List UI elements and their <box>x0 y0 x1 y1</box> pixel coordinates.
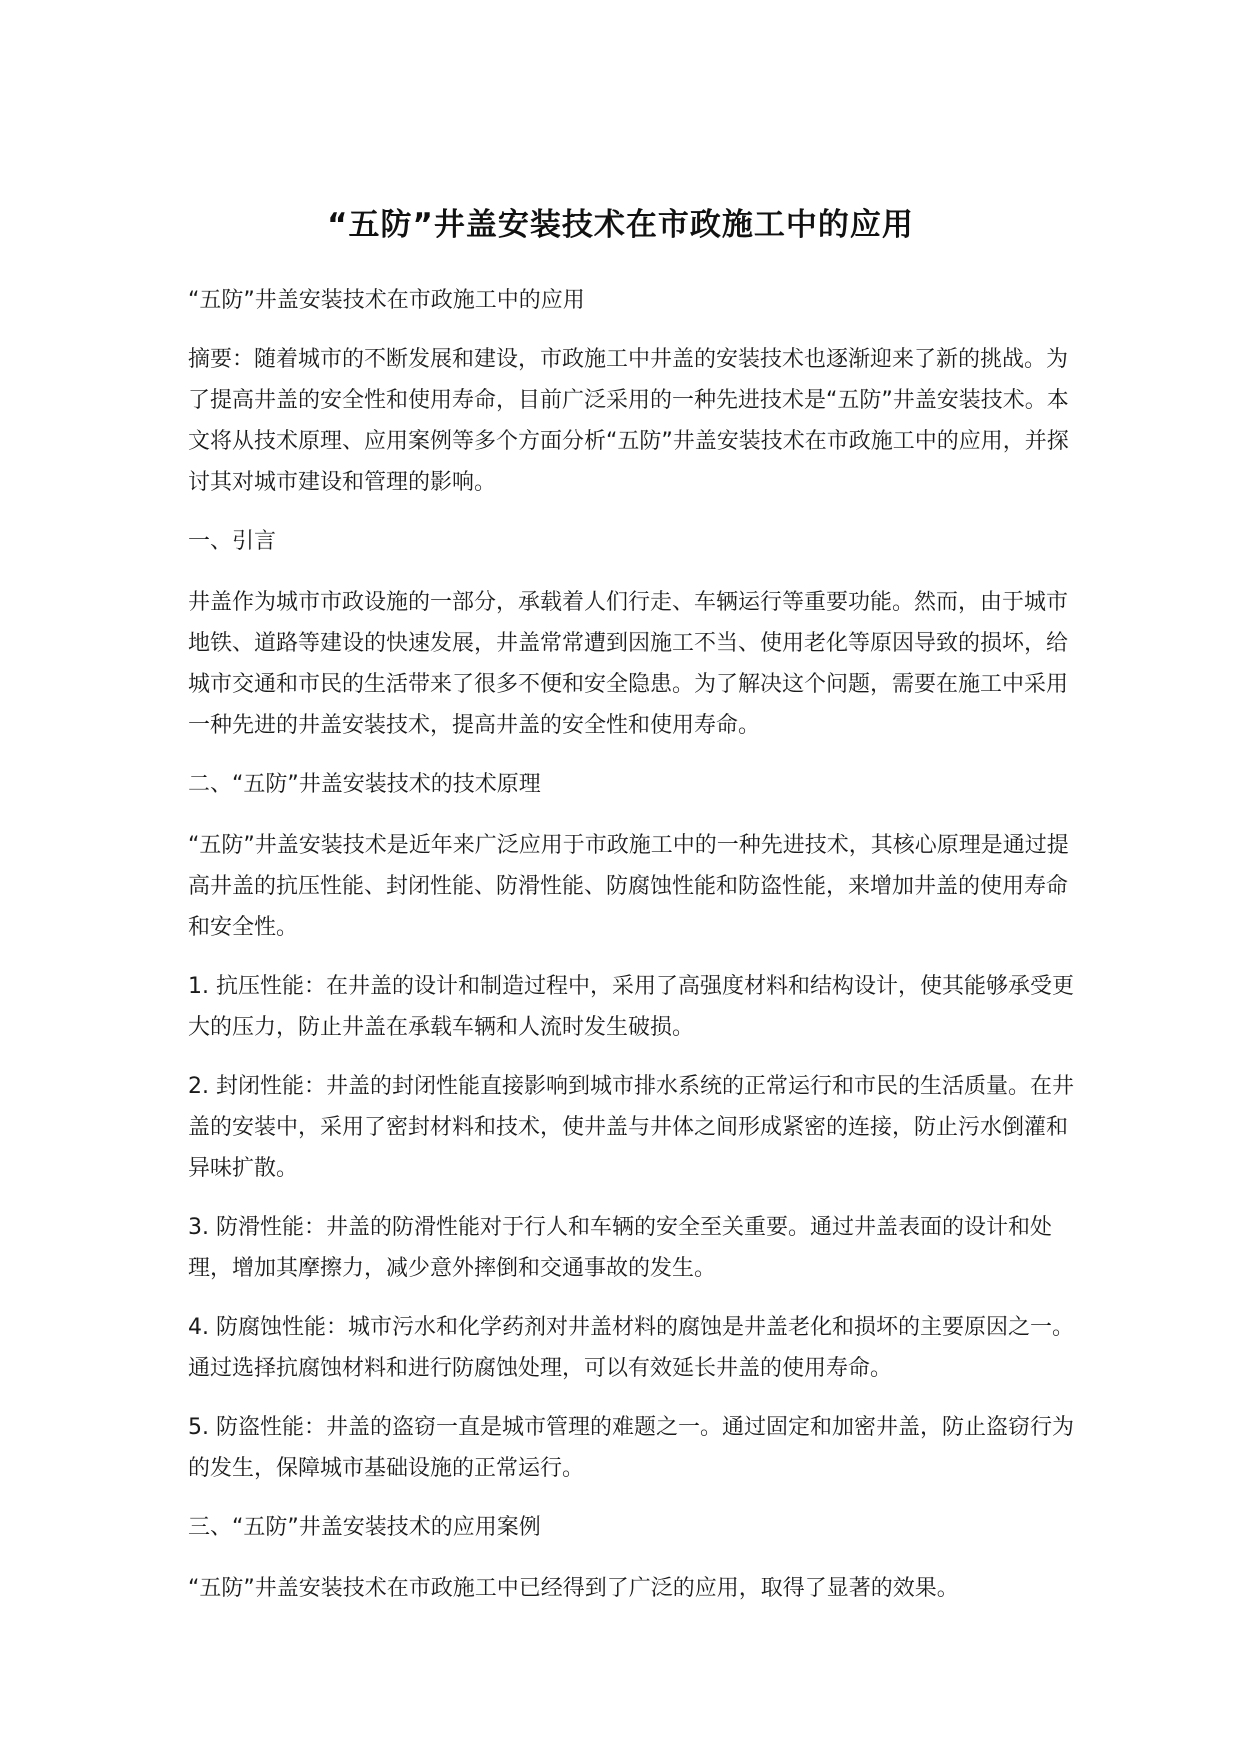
introduction-paragraph: 井盖作为城市市政设施的一部分，承载着人们行走、车辆运行等重要功能。然而，由于城市地铁、道路等建设的快速发展，井盖常常遭到因施工不当、使用老化等原因导致的损坏，给城市交通和市民的生活带来了很多不便和安全隐患。为了解决这个问题，需要在施工中采用一种先进的井盖安装技术，提高井盖的安全性和使用寿命。 <box>188 590 1069 738</box>
section-heading-cases: 三、“五防”井盖安装技术的应用案例 <box>188 1515 541 1540</box>
subtitle-paragraph: “五防”井盖安装技术在市政施工中的应用 <box>188 288 585 313</box>
document-body <box>188 280 1088 1627</box>
list-item-anti-corrosion: 4. 防腐蚀性能：城市污水和化学药剂对井盖材料的腐蚀是井盖老化和损坏的主要原因之一。通过选择抗腐蚀材料和进行防腐蚀处理，可以有效延长井盖的使用寿命。 <box>188 1315 1074 1381</box>
list-item-sealing: 2. 封闭性能：井盖的封闭性能直接影响到城市排水系统的正常运行和市民的生活质量。在井盖的安装中，采用了密封材料和技术，使井盖与井体之间形成紧密的连接，防止污水倒灌和异味扩散。 <box>188 1074 1074 1181</box>
cases-paragraph: “五防”井盖安装技术在市政施工中已经得到了广泛的应用，取得了显著的效果。 <box>188 1576 959 1601</box>
abstract-paragraph: 摘要：随着城市的不断发展和建设，市政施工中井盖的安装技术也逐渐迎来了新的挑战。为了提高井盖的安全性和使用寿命，目前广泛采用的一种先进技术是“五防”井盖安装技术。本文将从技术原理、应用案例等多个方面分析“五防”井盖安装技术在市政施工中的应用，并探讨其对城市建设和管理的影响。 <box>188 347 1069 495</box>
document-title: “五防”井盖安装技术在市政施工中的应用 <box>327 206 914 243</box>
section-heading-introduction: 一、引言 <box>188 529 277 554</box>
list-item-anti-slip: 3. 防滑性能：井盖的防滑性能对于行人和车辆的安全至关重要。通过井盖表面的设计和处理，增加其摩擦力，减少意外摔倒和交通事故的发生。 <box>188 1215 1052 1281</box>
section-heading-principles: 二、“五防”井盖安装技术的技术原理 <box>188 772 541 797</box>
principles-paragraph: “五防”井盖安装技术是近年来广泛应用于市政施工中的一种先进技术，其核心原理是通过提高井盖的抗压性能、封闭性能、防滑性能、防腐蚀性能和防盗性能，来增加井盖的使用寿命和安全性。 <box>188 833 1069 940</box>
list-item-compression: 1. 抗压性能：在井盖的设计和制造过程中，采用了高强度材料和结构设计，使其能够承受更大的压力，防止井盖在承载车辆和人流时发生破损。 <box>188 974 1074 1040</box>
list-item-anti-theft: 5. 防盗性能：井盖的盗窃一直是城市管理的难题之一。通过固定和加密井盖，防止盗窃行为的发生，保障城市基础设施的正常运行。 <box>188 1415 1074 1481</box>
